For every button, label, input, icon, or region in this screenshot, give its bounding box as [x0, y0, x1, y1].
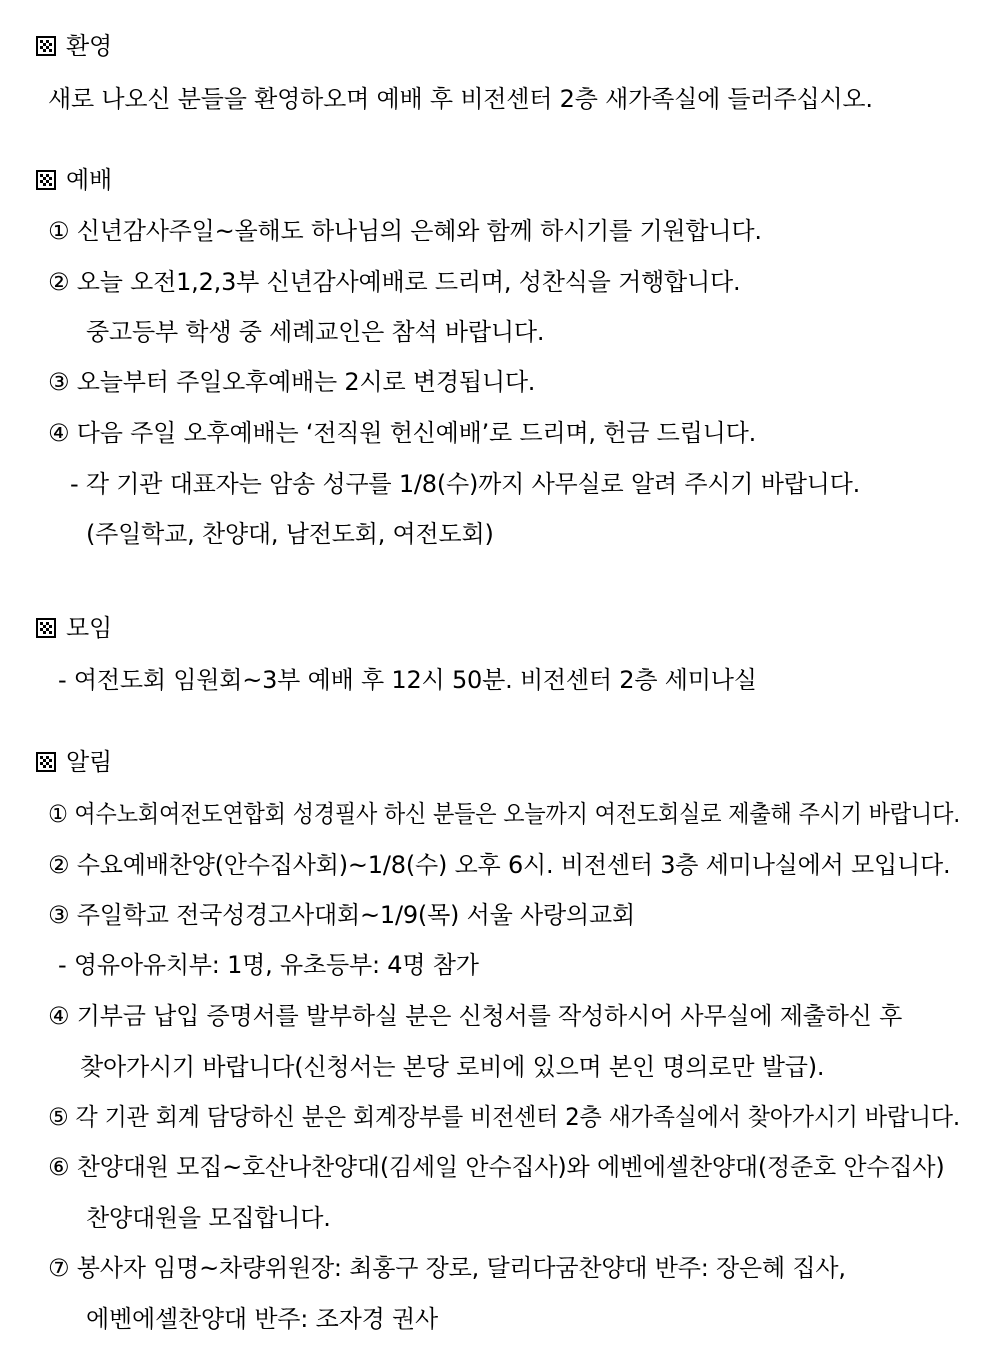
section-title: 알림: [66, 748, 112, 776]
worship-line: 중고등부 학생 중 세례교인은 참석 바랍니다.: [86, 318, 545, 346]
section-heading-worship: [36, 163, 112, 197]
checkered-square-icon: [36, 36, 56, 56]
section-heading-meeting: [36, 611, 112, 645]
section-heading-notice: [36, 745, 112, 779]
meeting-line: - 여전도회 임원회~3부 예배 후 12시 50분. 비전센터 2층 세미나실: [58, 666, 757, 694]
checkered-square-icon: [36, 618, 56, 638]
worship-line: ③ 오늘부터 주일오후예배는 2시로 변경됩니다.: [48, 368, 536, 396]
notice-line: ⑦ 봉사자 임명~차량위원장: 최홍구 장로, 달리다굼찬양대 반주: 장은혜 집사,: [48, 1254, 846, 1282]
notice-line: ⑤ 각 기관 회계 담당하신 분은 회계장부를 비전센터 2층 새가족실에서 찾아가시기 바랍니다.: [48, 1103, 960, 1131]
worship-line: ② 오늘 오전1,2,3부 신년감사예배로 드리며, 성찬식을 거행합니다.: [48, 268, 741, 296]
welcome-line: 새로 나오신 분들을 환영하오며 예배 후 비전센터 2층 새가족실에 들러주십시오.: [48, 85, 873, 113]
section-title: 모임: [66, 614, 112, 642]
worship-line: ④ 다음 주일 오후예배는 ‘전직원 헌신예배’로 드리며, 헌금 드립니다.: [48, 419, 757, 447]
checkered-square-icon: [36, 752, 56, 772]
worship-line: (주일학교, 찬양대, 남전도회, 여전도회): [86, 520, 494, 548]
notice-line: ⑥ 찬양대원 모집~호산나찬양대(김세일 안수집사)와 에벤에셀찬양대(정준호 안수집사): [48, 1153, 945, 1181]
notice-line: ① 여수노회여전도연합회 성경필사 하신 분들은 오늘까지 여전도회실로 제출해 주시기 바랍니다.: [48, 800, 961, 828]
notice-line: ② 수요예배찬양(안수집사회)~1/8(수) 오후 6시. 비전센터 3층 세미나실에서 모입니다.: [48, 851, 951, 879]
checkered-square-icon: [36, 170, 56, 190]
notice-line: 찬양대원을 모집합니다.: [86, 1204, 331, 1232]
notice-line: - 영유아유치부: 1명, 유초등부: 4명 참가: [58, 951, 479, 979]
section-title: 환영: [66, 32, 112, 60]
notice-line: ④ 기부금 납입 증명서를 발부하실 분은 신청서를 작성하시어 사무실에 제출하신 후: [48, 1002, 903, 1030]
notice-line: 에벤에셀찬양대 반주: 조자경 권사: [86, 1305, 438, 1333]
notice-line: 찾아가시기 바랍니다(신청서는 본당 로비에 있으며 본인 명의로만 발급).: [80, 1053, 825, 1081]
notice-line: ③ 주일학교 전국성경고사대회~1/9(목) 서울 사랑의교회: [48, 901, 635, 929]
worship-line: - 각 기관 대표자는 암송 성구를 1/8(수)까지 사무실로 알려 주시기 바랍니다.: [70, 470, 861, 498]
worship-line: ① 신년감사주일~올해도 하나님의 은혜와 함께 하시기를 기원합니다.: [48, 217, 762, 245]
section-title: 예배: [66, 166, 112, 194]
section-heading-welcome: [36, 29, 112, 63]
